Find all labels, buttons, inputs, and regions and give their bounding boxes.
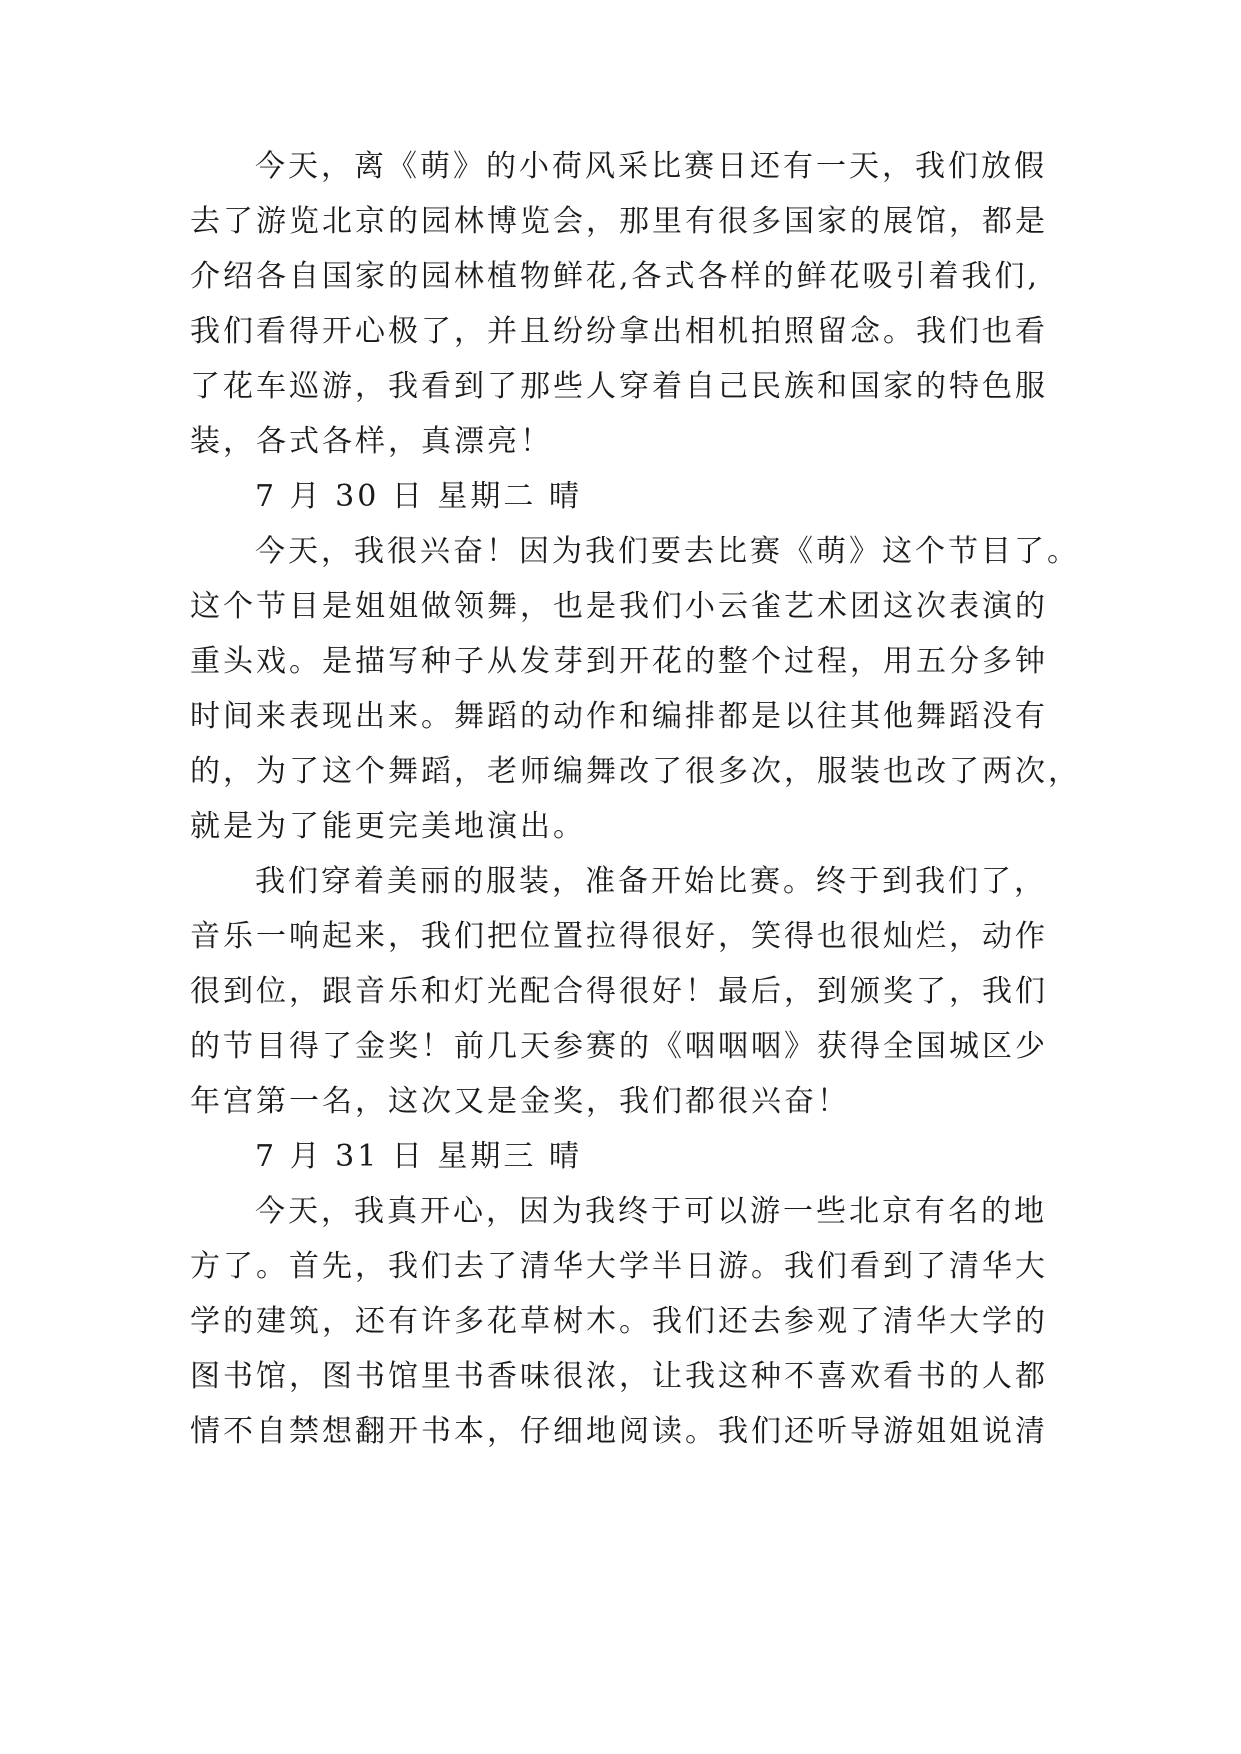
paragraph-line: 今天，我真开心，因为我终于可以游一些北京有名的地 [255,1194,1047,1229]
paragraph-line: 这个节目是姐姐做领舞，也是我们小云雀艺术团这次表演的 [190,589,1048,624]
paragraph-line: 去了游览北京的园林博览会，那里有很多国家的展馆，都是 [190,204,1048,239]
paragraph-line: 今天，离《萌》的小荷风采比赛日还有一天，我们放假 [255,149,1047,184]
paragraph-line: 就是为了能更完美地演出。 [190,809,586,844]
paragraph-line: 方了。首先，我们去了清华大学半日游。我们看到了清华大 [190,1249,1048,1284]
paragraph-line: 情不自禁想翻开书本，仔细地阅读。我们还听导游姐姐说清 [190,1414,1048,1449]
paragraph-line: 年宫第一名，这次又是金奖，我们都很兴奋！ [190,1084,850,1119]
paragraph-line: 很到位，跟音乐和灯光配合得很好！最后，到颁奖了，我们 [190,974,1048,1009]
paragraph-line: 介绍各自国家的园林植物鲜花,各式各样的鲜花吸引着我们, [190,259,1041,294]
paragraph-line: 装，各式各样，真漂亮！ [190,424,553,459]
paragraph-line: 的，为了这个舞蹈，老师编舞改了很多次，服装也改了两次， [190,754,1081,789]
paragraph-line: 图书馆，图书馆里书香味很浓，让我这种不喜欢看书的人都 [190,1359,1048,1394]
paragraph-line: 今天，我很兴奋！因为我们要去比赛《萌》这个节目了。 [255,534,1080,569]
diary-date-heading: 7 月 31 日 星期三 晴 [255,1139,582,1174]
paragraph-line: 我们看得开心极了，并且纷纷拿出相机拍照留念。我们也看 [190,314,1048,349]
paragraph-line: 学的建筑，还有许多花草树木。我们还去参观了清华大学的 [190,1304,1048,1339]
paragraph-line: 了花车巡游，我看到了那些人穿着自己民族和国家的特色服 [190,369,1048,404]
paragraph-line: 音乐一响起来，我们把位置拉得很好，笑得也很灿烂，动作 [190,919,1048,954]
paragraph-line: 我们穿着美丽的服装，准备开始比赛。终于到我们了， [255,864,1047,899]
paragraph-line: 的节目得了金奖！前几天参赛的《咽咽咽》获得全国城区少 [190,1029,1048,1064]
paragraph-line: 重头戏。是描写种子从发芽到开花的整个过程，用五分多钟 [190,644,1048,679]
paragraph-line: 时间来表现出来。舞蹈的动作和编排都是以往其他舞蹈没有 [190,699,1048,734]
diary-date-heading: 7 月 30 日 星期二 晴 [255,479,582,514]
